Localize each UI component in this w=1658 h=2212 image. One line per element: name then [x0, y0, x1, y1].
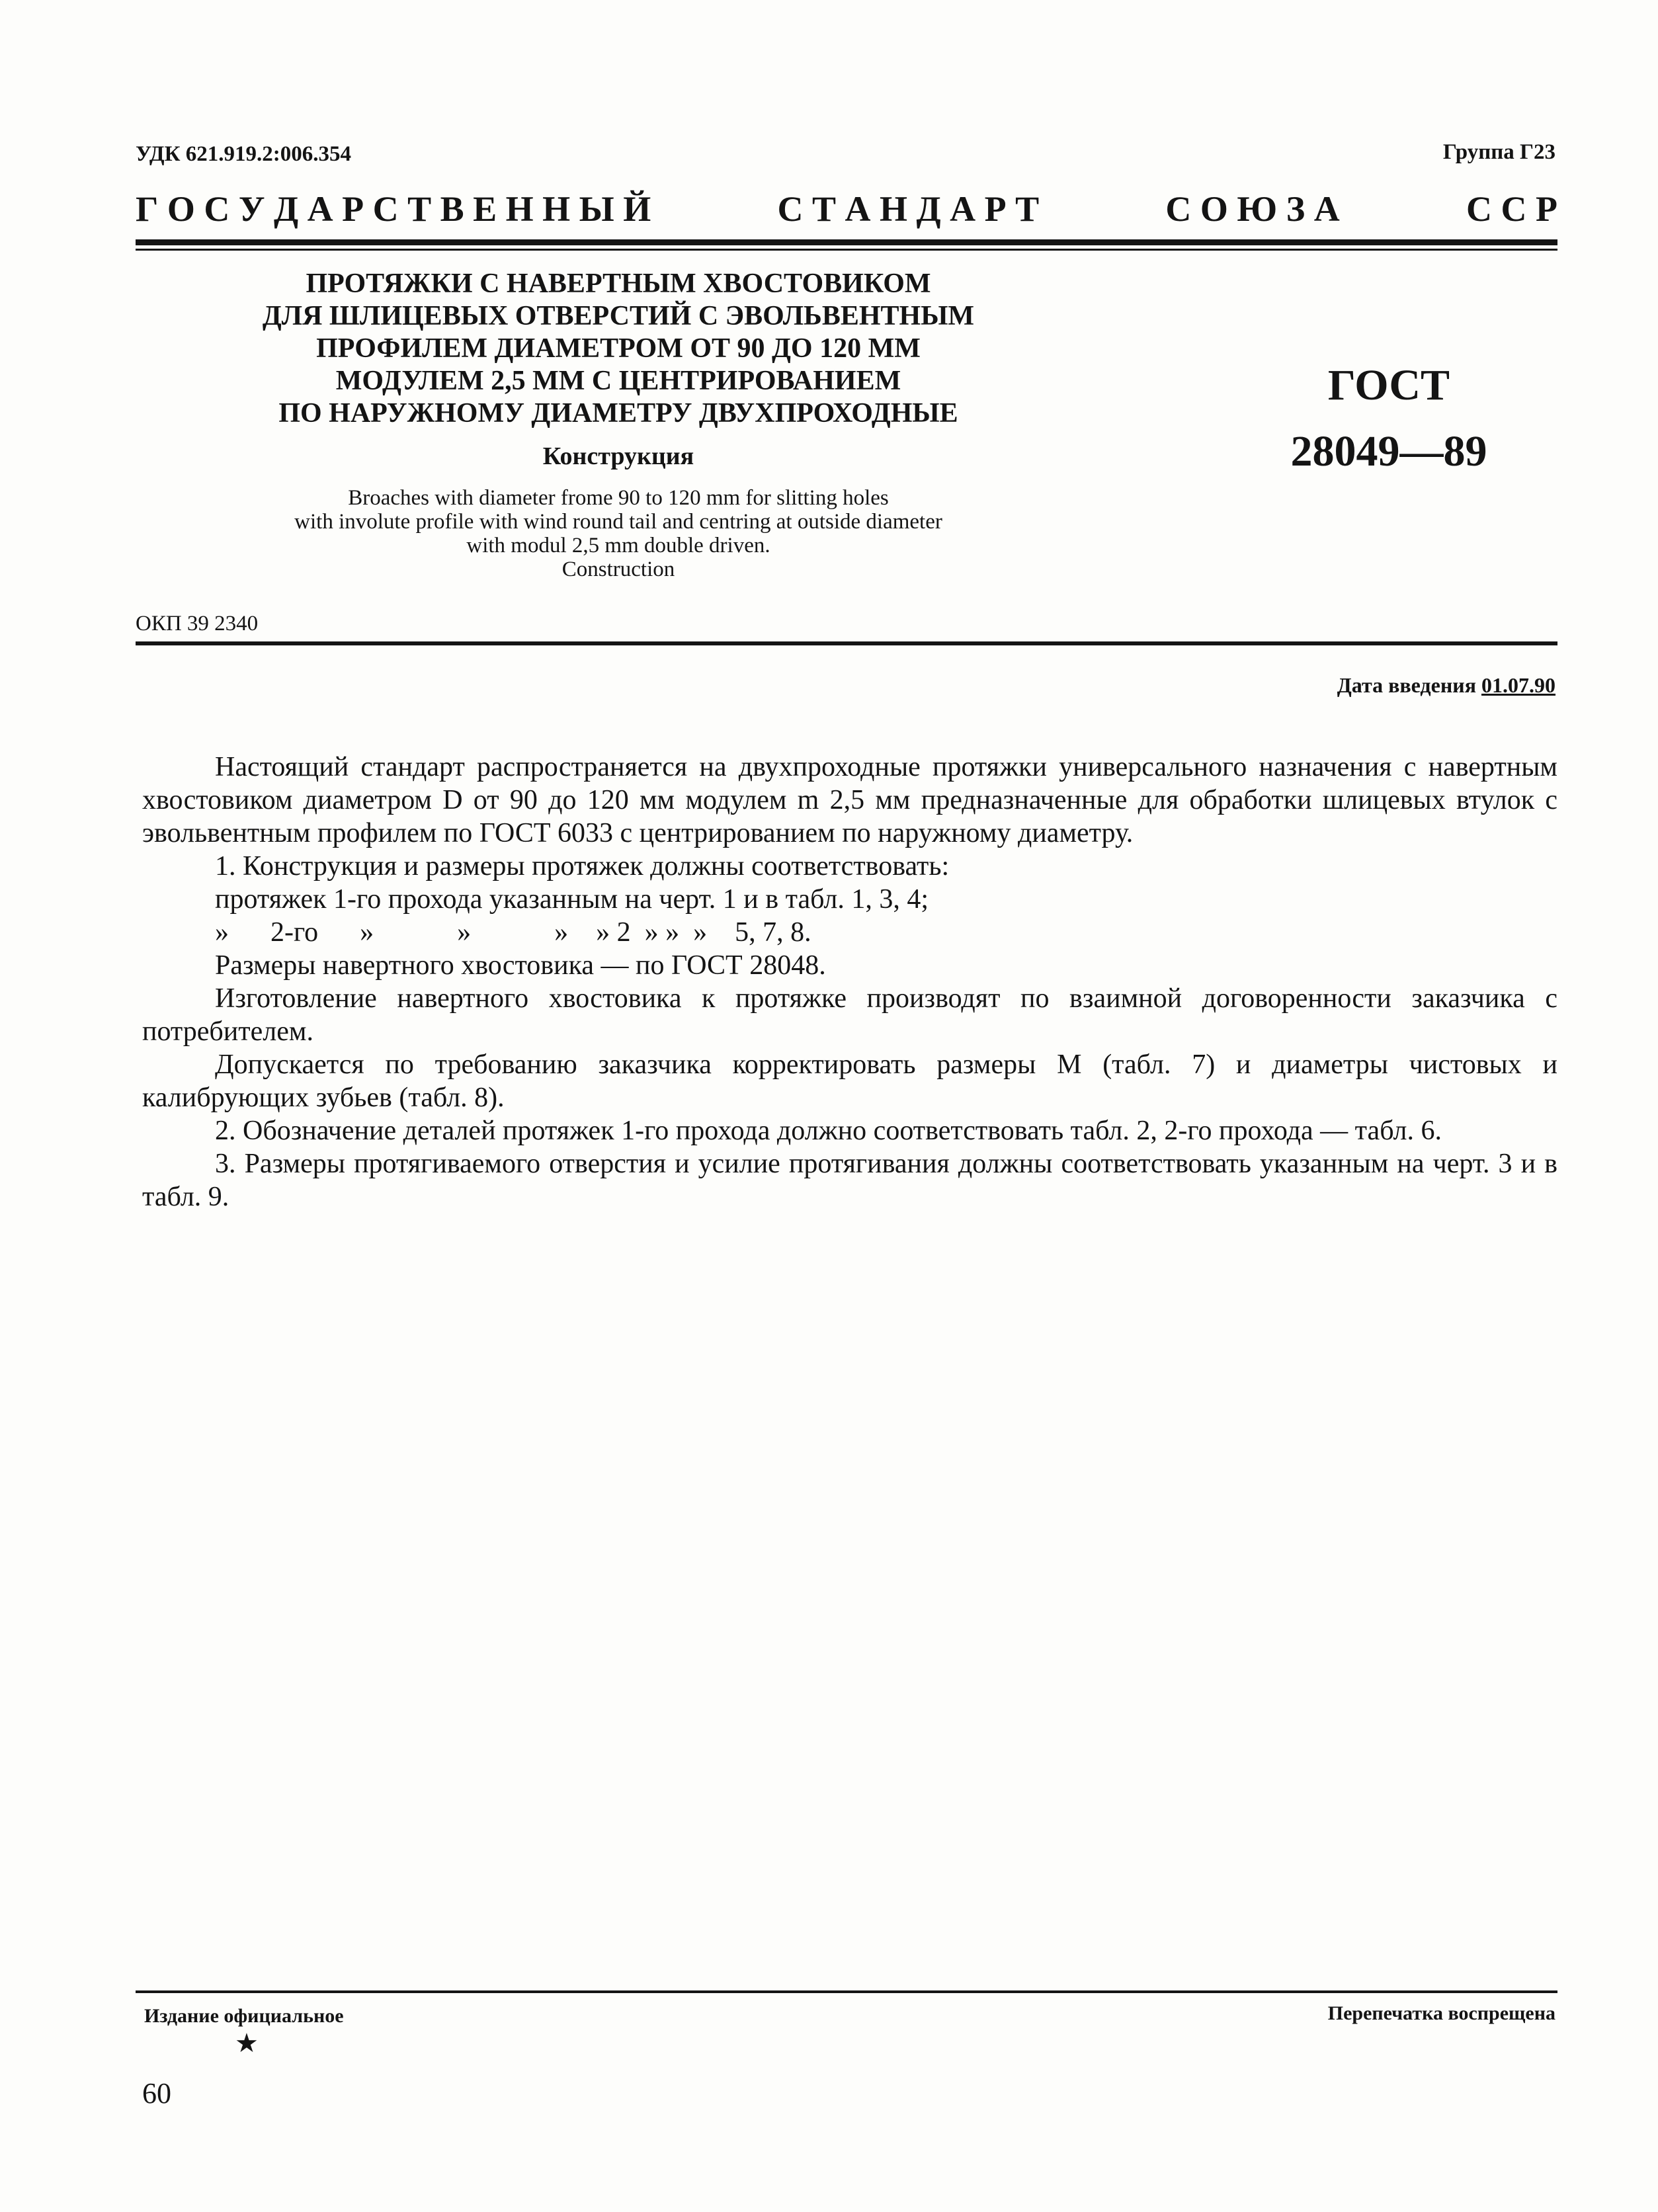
paragraph: 1. Конструкция и размеры протяжек должны соответствовать:	[215, 851, 950, 881]
footer-rule	[136, 1990, 1557, 1993]
okp-code: ОКП 39 2340	[136, 612, 259, 635]
gost-number: 28049—89	[1290, 427, 1487, 475]
english-line: Broaches with diameter frome 90 to 120 mm for slitting holes	[348, 486, 889, 510]
paragraph: Настоящий стандарт распространяется на двухпроходные протяжки универсального назначения с навертным хвостовиком диаметром D от 90 до 120 мм модулем m 2,5 мм предназначенные для обработки шлицевых втулок с эвольвентным профилем по ГОСТ 6033 с центрированием по наружному диаметру.	[142, 752, 1557, 848]
english-line: with modul 2,5 mm double driven.	[466, 534, 770, 557]
paragraph: » 2-го » » » » 2 » » » 5, 7, 8.	[215, 917, 811, 948]
banner-word-3: С О Ю З А	[1165, 189, 1340, 229]
introduction-date	[1337, 673, 1555, 698]
paragraph: 2. Обозначение деталей протяжек 1-го прохода должно соответствовать табл. 2, 2-го прохода — табл. 6.	[215, 1116, 1442, 1146]
banner-thick-rule	[136, 239, 1557, 245]
banner-word-4: С С Р	[1466, 189, 1557, 229]
english-title	[179, 486, 1058, 581]
document-body	[142, 751, 1557, 1213]
banner-word-1: Г О С У Д А Р С Т В Е Н Н Ы Й	[136, 189, 651, 229]
english-line: Construction	[561, 557, 675, 581]
date-value: 01.07.90	[1481, 673, 1555, 697]
title-line: ПРОТЯЖКИ С НАВЕРТНЫМ ХВОСТОВИКОМ	[306, 268, 931, 299]
paragraph: 3. Размеры протягиваемого отверстия и усилие протягивания должны соответствовать указанным на черт. 3 и в табл. 9.	[142, 1149, 1557, 1212]
gost-label: ГОСТ	[1327, 361, 1450, 409]
title-line: МОДУЛЕМ 2,5 ММ С ЦЕНТРИРОВАНИЕМ	[335, 366, 901, 396]
title-line: ПРОФИЛЕМ ДИАМЕТРОМ ОТ 90 ДО 120 ММ	[316, 333, 921, 364]
english-line: with involute profile with wind round tail and centring at outside diameter	[294, 510, 942, 534]
paragraph: Допускается по требованию заказчика корректировать размеры М (табл. 7) и диаметры чистовых и калибрующих зубьев (табл. 8).	[142, 1049, 1557, 1113]
page-number: 60	[142, 2077, 171, 2110]
title-line: ДЛЯ ШЛИЦЕВЫХ ОТВЕРСТИЙ С ЭВОЛЬВЕНТНЫМ	[262, 301, 975, 331]
standard-banner	[136, 188, 1557, 229]
banner-word-2: С Т А Н Д А Р Т	[777, 189, 1040, 229]
title-line: ПО НАРУЖНОМУ ДИАМЕТРУ ДВУХПРОХОДНЫЕ	[278, 398, 958, 429]
paragraph: Размеры навертного хвостовика — по ГОСТ 28048.	[215, 950, 826, 981]
paragraph: Изготовление навертного хвостовика к протяжке производят по взаимной договоренности заказчика с потребителем.	[142, 983, 1557, 1047]
official-edition-note: Издание официальное	[144, 2005, 344, 2027]
paragraph: протяжек 1-го прохода указанным на черт. 1 и в табл. 1, 3, 4;	[215, 884, 929, 915]
reprint-prohibited-note: Перепечатка воспрещена	[1327, 2002, 1555, 2024]
group-code: Группа Г23	[1442, 140, 1555, 164]
star-icon: ★	[235, 2028, 259, 2058]
construction-heading: Конструкция	[542, 442, 694, 470]
document-title	[179, 268, 1058, 430]
okp-rule	[136, 641, 1557, 645]
date-label: Дата введения	[1337, 673, 1476, 697]
banner-thin-rule	[136, 249, 1557, 251]
udk-code: УДК 621.919.2:006.354	[136, 142, 352, 166]
